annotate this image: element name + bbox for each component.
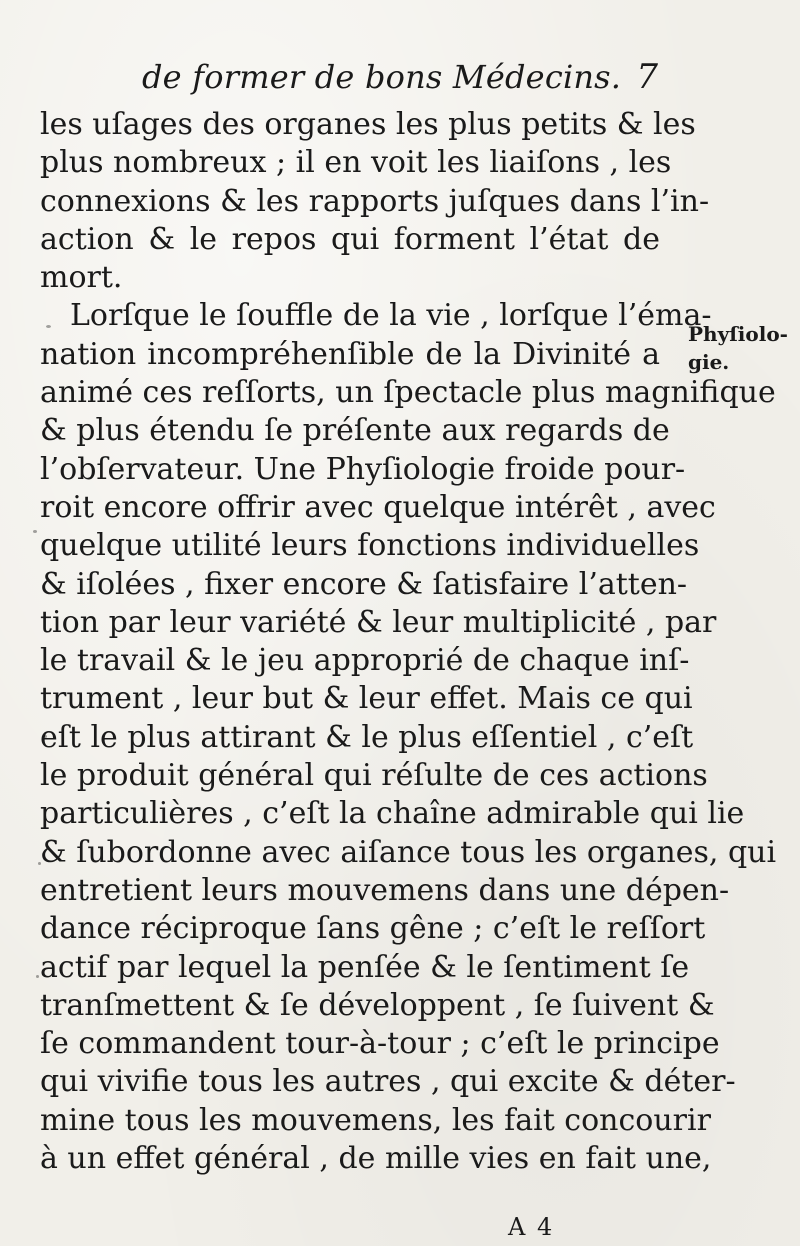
- text-line: tion par leur variété & leur multiplicité , par: [40, 604, 717, 640]
- text-line: à un effet général , de mille vies en fait une,: [40, 1141, 712, 1177]
- text-line: le produit général qui réſulte de ces actions: [40, 758, 708, 794]
- running-title: de former de bons Médecins.: [142, 58, 622, 96]
- signature-mark: A 4: [508, 1213, 555, 1241]
- text-line: qui vivifie tous les autres , qui excite & déter-: [40, 1064, 736, 1100]
- marginal-note-line: Phyſiolo-: [688, 322, 788, 346]
- page-number: 7: [636, 57, 658, 97]
- text-line: quelque utilité leurs fonctions individuelles: [40, 528, 700, 564]
- body-text: [40, 106, 777, 1178]
- text-line: action & le repos qui forment l’état de: [40, 221, 660, 257]
- text-line: nation incompréhenſible de la Divinité a: [40, 336, 660, 372]
- text-line: les uſages des organes les plus petits & les: [40, 107, 696, 142]
- marginal-note-line: gie.: [688, 350, 730, 374]
- ink-speck: [44, 735, 47, 738]
- text-line: & plus étendu ſe préſente aux regards de: [40, 413, 670, 449]
- text-line: roit encore offrir avec quelque intérêt , avec: [40, 489, 716, 525]
- text-line: & ſubordonne avec aiſance tous les organes, qui: [40, 834, 777, 870]
- text-line: connexions & les rapports juſques dans l’in-: [40, 183, 710, 219]
- text-line: tranſmettent & ſe développent , ſe ſuivent &: [40, 987, 715, 1023]
- ink-speck: [38, 862, 41, 865]
- text-line: mort.: [40, 260, 123, 296]
- ink-speck: [46, 325, 51, 328]
- text-line: le travail & le jeu approprié de chaque inſ-: [40, 643, 690, 679]
- ink-speck: [33, 530, 37, 533]
- ink-speck: [36, 975, 39, 978]
- text-line: trument , leur but & leur effet. Mais ce qui: [40, 681, 693, 717]
- running-head: [110, 52, 670, 102]
- text-line: l’obſervateur. Une Phyſiologie froide pour-: [40, 451, 686, 487]
- text-line: animé ces reſſorts, un ſpectacle plus magnifique: [40, 375, 776, 411]
- text-line: actif par lequel la penſée & le ſentiment ſe: [40, 949, 690, 985]
- text-line: dance réciproque ſans gêne ; c’eſt le reſſort: [40, 911, 706, 947]
- text-line: eſt le plus attirant & le plus eſſentiel , c’eſt: [40, 719, 694, 755]
- text-line: particulières , c’eſt la chaîne admirable qui lie: [40, 796, 745, 832]
- text-line: entretient leurs mouvemens dans une dépen-: [40, 872, 730, 908]
- text-line: ſe commandent tour-à-tour ; c’eſt le principe: [40, 1026, 720, 1062]
- text-line: plus nombreux ; il en voit les liaiſons , les: [40, 145, 672, 181]
- paragraph-first-line: Lorſque le ſouffle de la vie , lorſque l’éma-: [70, 298, 712, 334]
- text-line: mine tous les mouvemens, les fait concourir: [40, 1102, 711, 1138]
- text-line: & iſolées , fixer encore & ſatisfaire l’atten-: [40, 566, 688, 602]
- marginal-note: [688, 320, 798, 376]
